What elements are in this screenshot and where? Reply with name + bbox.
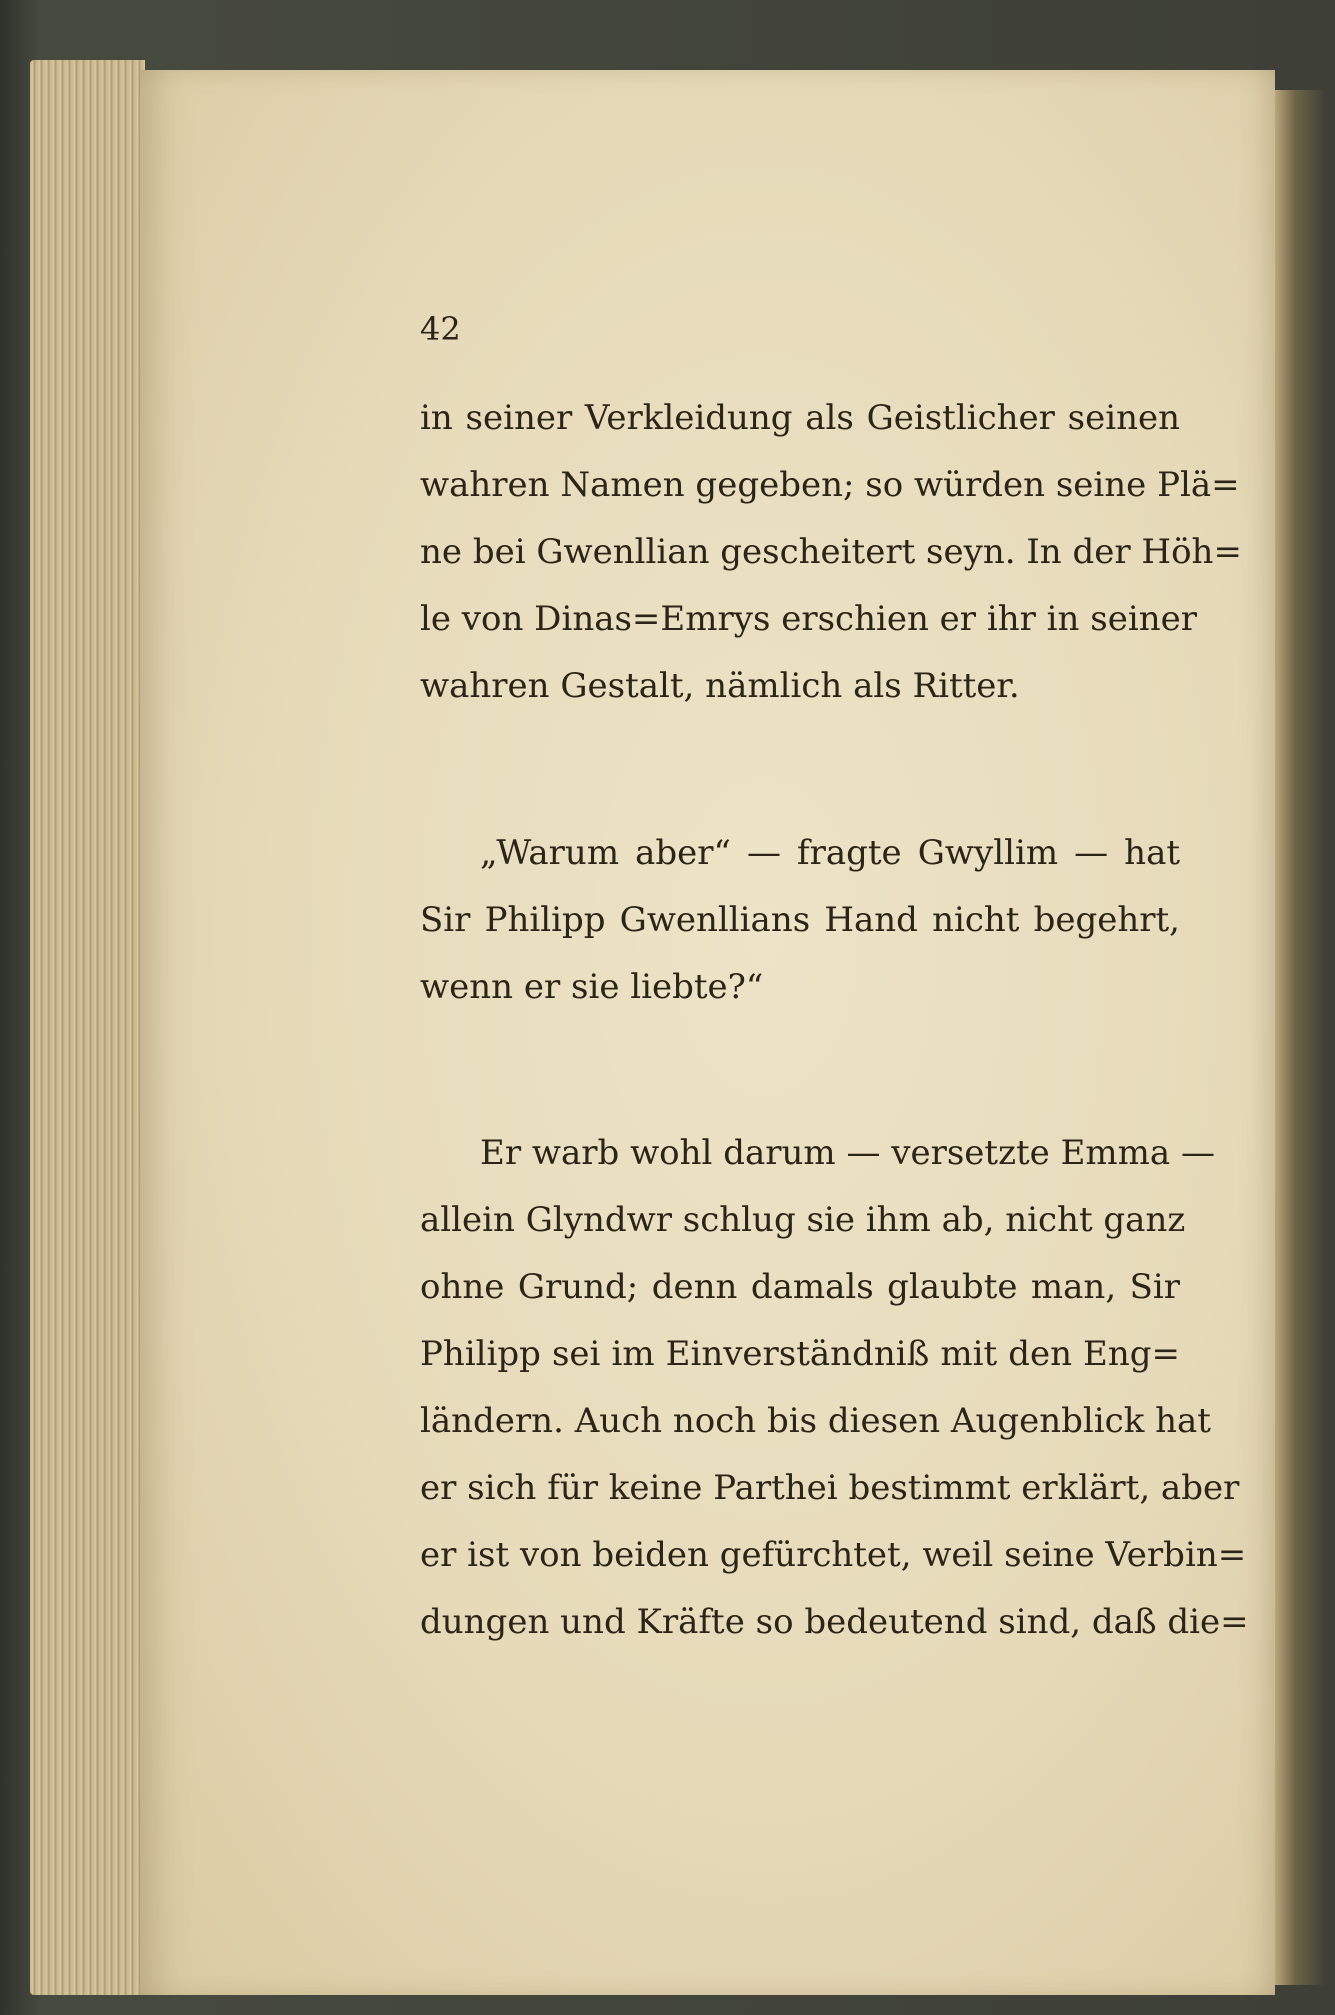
paragraph-1 [420, 385, 1242, 720]
text-line: er sich für keine Parthei bestimmt erklärt, aber [420, 1468, 1240, 1508]
text-line: ohne Grund; denn damals glaubte man, Sir [420, 1267, 1180, 1307]
book-page [140, 70, 1275, 1995]
paragraph-2 [420, 820, 1180, 1021]
text-line: „Warum aber“ — fragte Gwyllim — hat [480, 833, 1180, 873]
text-line: wahren Gestalt, nämlich als Ritter. [420, 666, 1020, 706]
page-number: 42 [420, 310, 461, 348]
text-line: er ist von beiden gefürchtet, weil seine Verbin= [420, 1535, 1247, 1575]
text-line: Philipp sei im Einverständniß mit den Eng= [420, 1334, 1180, 1374]
paragraph-3 [420, 1120, 1249, 1656]
text-line: Er warb wohl darum — versetzte Emma — [480, 1133, 1215, 1173]
text-line: in seiner Verkleidung als Geistlicher seinen [420, 398, 1180, 438]
text-line: wahren Namen gegeben; so würden seine Plä= [420, 465, 1240, 505]
page-gutter-right [1275, 90, 1325, 1985]
text-line: allein Glyndwr schlug sie ihm ab, nicht ganz [420, 1200, 1186, 1240]
text-line: ländern. Auch noch bis diesen Augenblick hat [420, 1401, 1211, 1441]
page-edges-stack [30, 60, 145, 1995]
text-line: wenn er sie liebte?“ [420, 967, 764, 1007]
text-line: Sir Philipp Gwenllians Hand nicht begehrt, [420, 900, 1180, 940]
text-line: ne bei Gwenllian gescheitert seyn. In der Höh= [420, 532, 1242, 572]
text-line: dungen und Kräfte so bedeutend sind, daß die= [420, 1602, 1249, 1642]
text-line: le von Dinas=Emrys erschien er ihr in seiner [420, 599, 1197, 639]
